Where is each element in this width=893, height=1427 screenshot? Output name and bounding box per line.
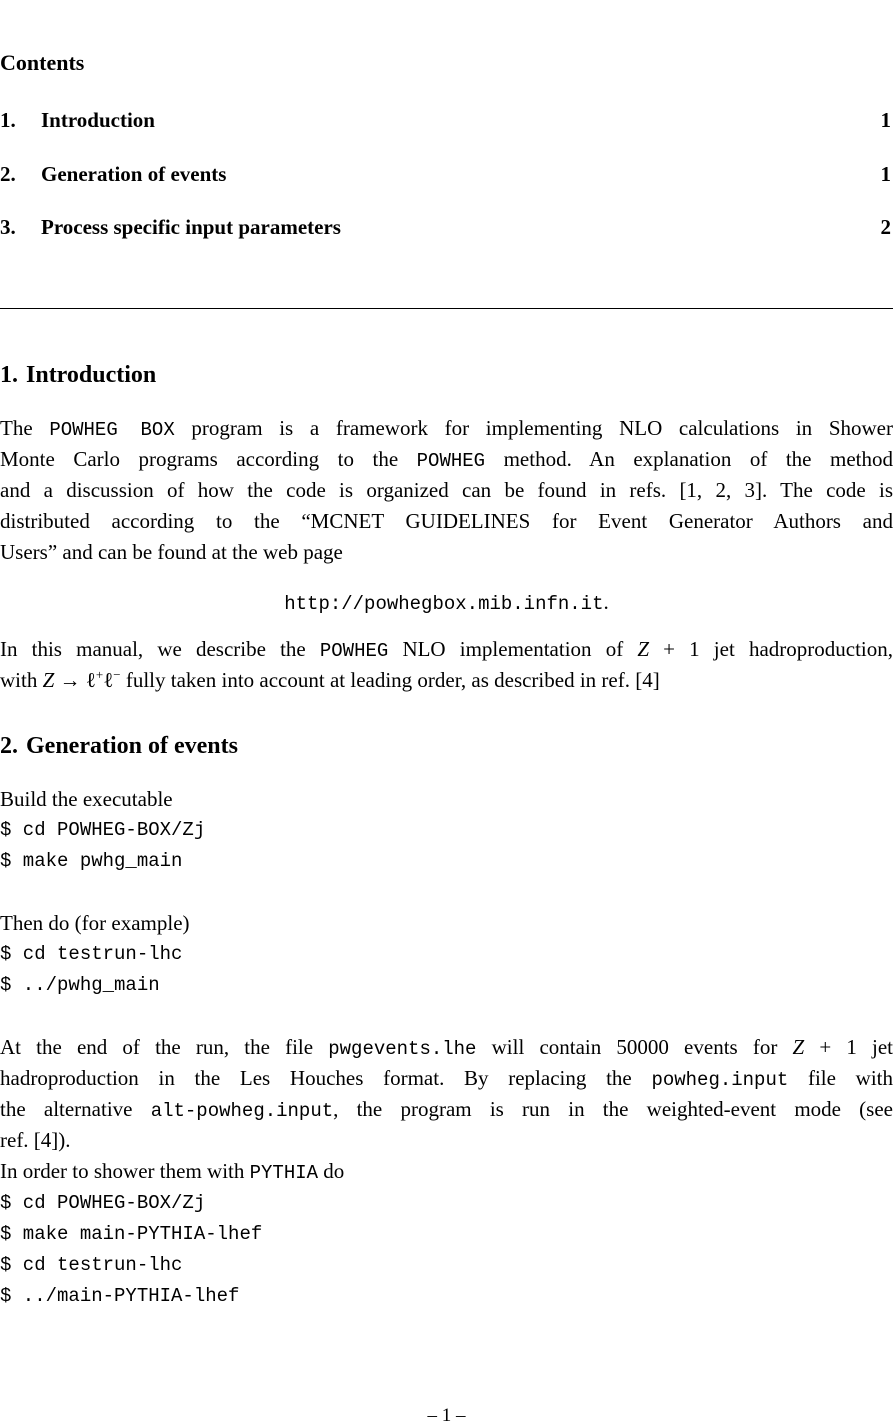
command-line: $ cd testrun-lhc [0,943,183,965]
toc-entry-title: Process specific input parameters [41,215,341,239]
toc-entry-title: Introduction [41,108,155,132]
math-symbol: Z [637,637,650,661]
text-line: and a discussion of how the code is organized can be found in refs. [1, 2, 3]. The code is [0,478,893,502]
page-number: – 1 – [427,1405,466,1426]
section-heading-introduction [0,360,156,390]
text: In this manual, we describe the [0,637,320,661]
text: do [318,1159,345,1183]
file-name: pwgevents.lhe [328,1038,477,1060]
toc-entry-page: 1 [880,162,891,186]
intro-paragraph [0,413,893,568]
text-line: ref. [4]). [0,1128,71,1152]
math-superscript: − [113,667,121,682]
text: + 1 jet hadroproduction, [649,637,893,661]
text: , the program is run in the weighted-event mode (see [333,1097,893,1121]
toc-entry-number: 2. [0,162,16,186]
text-line: Users” and can be found at the web page [0,540,343,564]
toc-entry-number: 1. [0,108,16,132]
toc-entry-page: 2 [880,215,891,239]
web-page-url[interactable] [0,587,893,618]
toc-entry-number: 3. [0,215,16,239]
toc-entry[interactable] [0,213,893,241]
text-line [0,1063,893,1094]
text: will contain 50000 events for [476,1035,793,1059]
command-line: $ make main-PYTHIA-lhef [0,1223,263,1245]
text: file with [788,1066,893,1090]
build-label: Build the executable [0,787,173,811]
command-line: $ make pwhg_main [0,850,183,872]
text: NLO implementation of [388,637,638,661]
command-line: $ cd testrun-lhc [0,1254,183,1276]
then-label: Then do (for example) [0,911,190,935]
math-superscript: + [95,667,104,682]
toc-entry-page: 1 [880,108,891,132]
text: hadroproduction in the Les Houches format. By replacing the [0,1066,652,1090]
section-title: Introduction [26,362,157,388]
section-title: Generation of events [26,733,238,759]
command-line: $ ../main-PYTHIA-lhef [0,1285,240,1307]
text: fully taken into account at leading order, as described in ref. [4] [120,668,660,692]
text: + 1 jet [804,1035,893,1059]
code-term: POWHEG BOX [49,419,175,441]
math-symbol: → ℓ [54,668,96,692]
url-link[interactable]: http://powhegbox.mib.infn.it [284,593,604,615]
text-line [0,413,893,444]
text-line [0,1156,893,1187]
math-symbol: ℓ [103,668,114,692]
code-term: PYTHIA [249,1162,319,1184]
text: program is a framework for implementing NLO calculations in Shower [174,416,893,440]
toc-entry-title: Generation of events [41,162,227,186]
text-line [0,1032,893,1063]
text: . [603,590,609,614]
text: the alternative [0,1097,151,1121]
intro-paragraph-2 [0,634,893,696]
text-line [0,634,893,665]
toc-entry[interactable] [0,106,893,134]
section-number: 1. [0,362,18,388]
text-line [0,1094,893,1125]
text: The [0,416,50,440]
text: In order to shower them with [0,1159,250,1183]
text-line [0,444,893,475]
toc-heading: Contents [0,50,85,75]
toc-divider [0,308,893,309]
text: Monte Carlo programs according to the [0,447,417,471]
section-heading-generation [0,731,238,761]
math-symbol: Z [792,1035,805,1059]
command-line: $ ../pwhg_main [0,974,160,996]
command-line: $ cd POWHEG-BOX/Zj [0,819,206,841]
file-name: powheg.input [651,1069,789,1091]
toc-entry[interactable] [0,160,893,188]
generation-paragraph [0,1032,893,1187]
file-name: alt-powheg.input [150,1100,334,1122]
code-term: POWHEG [416,450,486,472]
code-term: POWHEG [319,640,389,662]
command-line: $ cd POWHEG-BOX/Zj [0,1192,206,1214]
text: method. An explanation of the method [485,447,893,471]
text: with [0,668,43,692]
text-line: distributed according to the “MCNET GUIDELINES for Event Generator Authors and [0,509,893,533]
math-symbol: Z [42,668,55,692]
section-number: 2. [0,733,18,759]
text-line [0,665,893,696]
text: At the end of the run, the file [0,1035,329,1059]
